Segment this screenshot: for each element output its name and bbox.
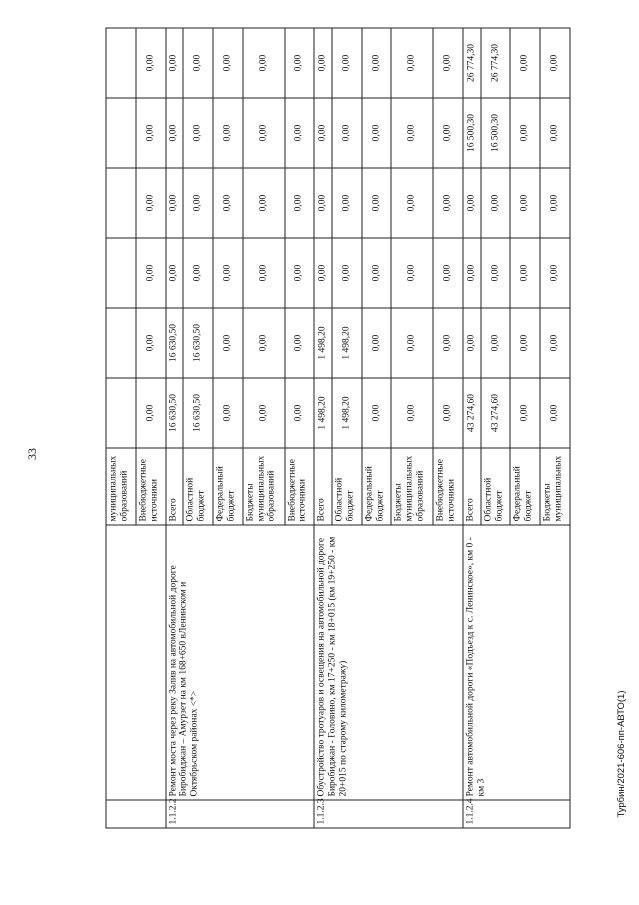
funding-source-cell: Всего (314, 448, 332, 525)
value-cell: 0,00 (314, 28, 332, 98)
value-cell: 0,00 (285, 168, 315, 238)
value-cell: 16 500,30 (481, 98, 511, 168)
budget-table-sheet (106, 29, 571, 829)
value-cell: 0,00 (285, 238, 315, 308)
funding-source-cell: Всего (463, 448, 481, 525)
document-code: Турбин/2021-606-пп-АВТО(1) (616, 690, 627, 818)
value-cell (106, 238, 136, 308)
value-cell: 1 498,20 (314, 308, 332, 378)
budget-table (106, 28, 571, 829)
item-name-cell: Ремонт автомобильной дороги «Подъезд к с. Ленинское», км 0 - км 3 (463, 525, 570, 800)
item-name-cell: Обустройство тротуаров и освещения на автомобильной дороге Биробиджан - Головино, км 17+250 - км 18+015 (км 19+250 - км 20+015 по старому километражу) (314, 525, 463, 800)
item-code-cell (106, 800, 166, 828)
value-cell: 0,00 (510, 28, 540, 98)
value-cell: 0,00 (362, 238, 392, 308)
value-cell: 0,00 (166, 168, 184, 238)
value-cell: 0,00 (463, 308, 481, 378)
value-cell: 0,00 (362, 98, 392, 168)
value-cell: 0,00 (136, 98, 166, 168)
funding-source-cell: Федеральный бюджет (362, 448, 392, 525)
funding-source-cell: Внебюджетные источники (136, 448, 166, 525)
value-cell: 0,00 (433, 168, 463, 238)
item-code-cell: 1.1.2.3 (314, 800, 463, 828)
value-cell: 0,00 (433, 308, 463, 378)
funding-source-cell: Областной бюджет (183, 448, 213, 525)
value-cell: 0,00 (510, 378, 540, 448)
value-cell: 0,00 (285, 308, 315, 378)
value-cell: 0,00 (243, 378, 285, 448)
funding-source-cell: Федеральный бюджет (510, 448, 540, 525)
value-cell: 0,00 (314, 238, 332, 308)
value-cell: 0,00 (285, 28, 315, 98)
value-cell: 26 774,30 (463, 28, 481, 98)
value-cell: 0,00 (332, 168, 362, 238)
value-cell: 0,00 (183, 98, 213, 168)
funding-source-cell: Бюджеты муниципальных образований (243, 448, 285, 525)
value-cell: 0,00 (243, 98, 285, 168)
value-cell: 0,00 (463, 238, 481, 308)
funding-source-cell: Областной бюджет (332, 448, 362, 525)
value-cell: 0,00 (510, 238, 540, 308)
table-row (106, 28, 136, 828)
value-cell: 0,00 (540, 28, 570, 98)
funding-source-cell: Бюджеты муниципальных образований (391, 448, 433, 525)
value-cell: 0,00 (213, 28, 243, 98)
value-cell: 0,00 (510, 98, 540, 168)
value-cell: 0,00 (213, 378, 243, 448)
item-name-cell (106, 525, 166, 800)
value-cell: 0,00 (510, 168, 540, 238)
value-cell: 0,00 (362, 308, 392, 378)
funding-source-cell: Внебюджетные источники (433, 448, 463, 525)
value-cell: 0,00 (136, 378, 166, 448)
value-cell: 43 274,60 (481, 378, 511, 448)
value-cell: 0,00 (314, 168, 332, 238)
value-cell: 0,00 (285, 98, 315, 168)
value-cell: 16 630,50 (166, 378, 184, 448)
value-cell: 0,00 (243, 308, 285, 378)
value-cell: 0,00 (243, 28, 285, 98)
value-cell: 16 630,50 (183, 308, 213, 378)
value-cell (106, 168, 136, 238)
value-cell: 0,00 (540, 168, 570, 238)
value-cell: 0,00 (433, 238, 463, 308)
value-cell: 0,00 (481, 308, 511, 378)
value-cell: 0,00 (166, 28, 184, 98)
item-name-cell: Ремонт моста через реку Залив на автомобильной дороге Биробиджан – Амурзет на км 168+650 вЛенинском и Октябрьском районах <*> (166, 525, 315, 800)
value-cell (106, 98, 136, 168)
value-cell: 0,00 (243, 168, 285, 238)
value-cell: 0,00 (213, 168, 243, 238)
value-cell: 0,00 (433, 28, 463, 98)
value-cell: 0,00 (391, 168, 433, 238)
table-row (314, 28, 332, 828)
funding-source-cell: Всего (166, 448, 184, 525)
value-cell: 0,00 (213, 98, 243, 168)
value-cell: 0,00 (362, 168, 392, 238)
value-cell: 0,00 (213, 308, 243, 378)
value-cell: 0,00 (166, 238, 184, 308)
value-cell: 0,00 (391, 98, 433, 168)
value-cell: 16 630,50 (183, 378, 213, 448)
value-cell: 0,00 (391, 308, 433, 378)
value-cell: 0,00 (183, 28, 213, 98)
value-cell: 0,00 (362, 378, 392, 448)
value-cell: 0,00 (136, 308, 166, 378)
value-cell: 1 498,20 (332, 308, 362, 378)
value-cell: 1 498,20 (314, 378, 332, 448)
value-cell: 0,00 (136, 238, 166, 308)
value-cell: 0,00 (481, 168, 511, 238)
funding-source-cell: Внебюджетные источники (285, 448, 315, 525)
value-cell: 16 630,50 (166, 308, 184, 378)
value-cell: 0,00 (540, 98, 570, 168)
value-cell: 26 774,30 (481, 28, 511, 98)
table-row (166, 28, 184, 828)
value-cell: 0,00 (332, 98, 362, 168)
value-cell: 0,00 (332, 28, 362, 98)
value-cell: 1 498,20 (332, 378, 362, 448)
value-cell (106, 28, 136, 98)
value-cell: 0,00 (481, 238, 511, 308)
value-cell: 43 274,60 (463, 378, 481, 448)
item-code-cell: 1.1.2.4 (463, 800, 570, 828)
funding-source-cell: муниципальных образований (106, 448, 136, 525)
value-cell: 0,00 (463, 168, 481, 238)
item-code-cell: 1.1.2.2 (166, 800, 315, 828)
value-cell: 0,00 (540, 378, 570, 448)
table-row (463, 28, 481, 828)
value-cell: 0,00 (540, 238, 570, 308)
value-cell: 0,00 (136, 168, 166, 238)
value-cell: 16 500,30 (463, 98, 481, 168)
value-cell: 0,00 (183, 168, 213, 238)
value-cell: 0,00 (183, 238, 213, 308)
value-cell: 0,00 (362, 28, 392, 98)
value-cell: 0,00 (433, 378, 463, 448)
value-cell: 0,00 (166, 98, 184, 168)
value-cell (106, 308, 136, 378)
value-cell: 0,00 (391, 28, 433, 98)
value-cell (106, 378, 136, 448)
value-cell: 0,00 (391, 378, 433, 448)
value-cell: 0,00 (243, 238, 285, 308)
value-cell: 0,00 (285, 378, 315, 448)
value-cell: 0,00 (213, 238, 243, 308)
value-cell: 0,00 (510, 308, 540, 378)
value-cell: 0,00 (332, 238, 362, 308)
value-cell: 0,00 (136, 28, 166, 98)
page-number: 33 (25, 448, 39, 460)
funding-source-cell: Бюджеты муниципальных (540, 448, 570, 525)
funding-source-cell: Федеральный бюджет (213, 448, 243, 525)
funding-source-cell: Областной бюджет (481, 448, 511, 525)
value-cell: 0,00 (314, 98, 332, 168)
value-cell: 0,00 (391, 238, 433, 308)
value-cell: 0,00 (540, 308, 570, 378)
value-cell: 0,00 (433, 98, 463, 168)
